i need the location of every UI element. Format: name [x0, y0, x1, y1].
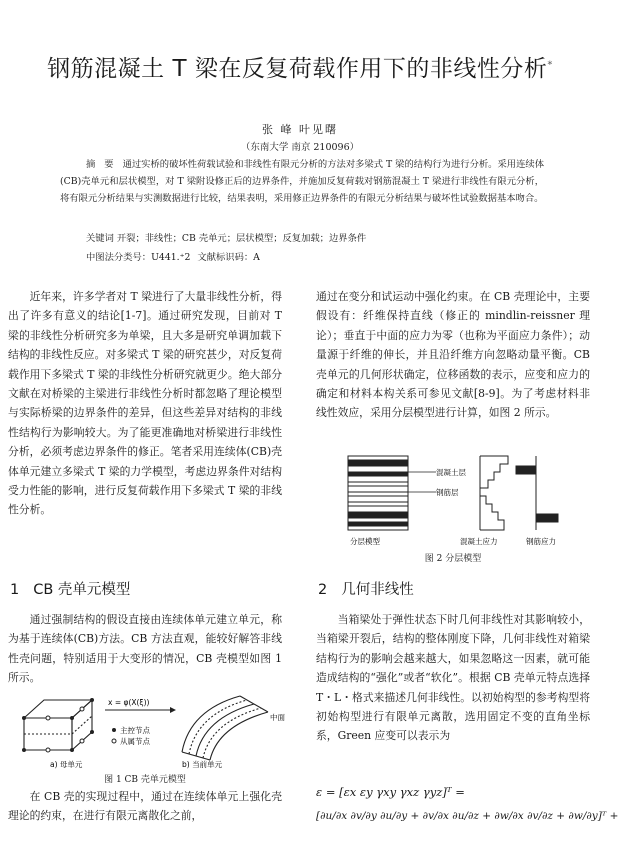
section-1-body [8, 610, 282, 688]
paper-title: 钢筋混凝土 T 梁在反复荷载作用下的非线性分析* [47, 56, 553, 82]
abstract-label: 摘 要 [86, 159, 117, 170]
section-2-paragraph: 当箱梁处于弹性状态下时几何非线性对其影响较小，当箱梁开裂后，结构的整体刚度下降，几何非线性对箱梁结构行为的影响会越来越大，如果忽略这一因素，就可能造成结构的“强化”或者“软化”。根据 CB 壳单元特点选择 T・L・格式来描述几何非线性。以初始构型的参考构型将初始构型进行有限单元离散，选用固定不变的直角坐标系，Green 应变可以表示为 [316, 613, 590, 743]
abstract [60, 156, 544, 207]
right-paragraph-1: 通过在变分和试运动中强化约束。在 CB 壳理论中，主要假设有：纤维保持直线（修正的 mindlin-reissner 理论）；垂直于中面的应力为零（也称为平面应力条件）；动量源于纤维的伸长，并且沿纤维方向忽略动量平衡。CB 壳单元的几何形状确定，位移函数的表示，应变和应力的确定和材料本构关系可参见文献[8-9]。为了考虑材料非线性效应，采用分层模型进行计算，如图 2 所示。 [316, 290, 590, 420]
affiliation: （东南大学 南京 210096） [240, 142, 360, 153]
section-1-paragraph: 通过强制结构的假设直接由连续体单元建立单元，称为基于连续体(CB)方法。CB 方法直观，能较好解答非线性壳问题，特别适用于大变形的情况，CB 壳模型如图 1 所示。 [8, 613, 282, 685]
layered-model [348, 456, 408, 530]
equation-1: ε = [εx εy γxy γxz γyz]ᵀ = [316, 785, 465, 799]
concrete-stress-label: 混凝土应力 [460, 537, 498, 546]
abstract-text: 通过实桥的破坏性荷载试验和非线性有限元分析的方法对多梁式 T 梁的结构行为进行分析。采用连续体(CB)壳单元和层状模型，对 T 梁附设修正后的边界条件，并施加反复荷载对钢筋混凝土 T 梁进行非线性有限元分析，将有限元分析结果与实测数据进行比较，结果表明，采用修正边界条件的有限元分析结果与破坏性试验数据基本吻合。 [60, 159, 544, 204]
steel-stress-label: 钢筋应力 [526, 537, 556, 546]
current-element-shell [182, 696, 268, 760]
steel-stress-profile [516, 456, 558, 530]
left-tail-paragraph: 在 CB 壳的实现过程中，通过在连续体单元上强化壳理论的约束，在进行有限元离散化之前， [8, 790, 282, 823]
master-nodes [22, 698, 94, 752]
equation-2: [∂u/∂x ∂v/∂y ∂u/∂y + ∂v/∂x ∂u/∂z + ∂w/∂x ∂v/∂z + ∂w/∂y]ᵀ + [316, 810, 618, 822]
section-1-heading [10, 578, 130, 599]
concrete-layer-label: 混凝土层 [436, 468, 466, 477]
right-para-1 [316, 287, 590, 423]
left-intro [8, 287, 282, 520]
layer-model-label: 分层模型 [350, 537, 380, 546]
left-tail [8, 787, 282, 826]
figure-2 [340, 452, 580, 548]
mid-surface-label: 中面 [270, 713, 285, 722]
parent-element-label: a) 母单元 [50, 760, 83, 769]
section-1-number: 1 [10, 582, 20, 598]
master-node-label: 主控节点 [120, 726, 150, 735]
figure-2-caption: 图 2 分层模型 [424, 554, 482, 564]
figure-1-caption: 图 1 CB 壳单元模型 [104, 775, 186, 785]
section-2-heading [318, 578, 414, 599]
title-footnote-mark: * [547, 59, 553, 71]
slave-nodes [46, 707, 84, 752]
concrete-stress-profile [480, 456, 508, 530]
intro-paragraph: 近年来，许多学者对 T 梁进行了大量非线性分析，得出了许多有意义的结论[1-7]。通过研究发现，目前对 T 梁的非线性分析研究多为单梁，且大多是研究单调加载下结构的非线性反应。对多梁式 T 梁的研究甚少，对反复荷载作用下多梁式 T 梁的非线性分析研究就更少。绝大部分文献在对桥梁的主梁进行非线性分析时都忽略了理论模型与实际桥梁的边界条件的差异，但这些差异对结构的非线性结构行为影响较大。为了能更准确地对桥梁进行非线性分析，必须考虑边界条件的修正。笔者采用连续体(CB)壳体单元建立多梁式 T 梁的力学模型，考虑边界条件对结构受力性能的影响，进行反复荷载作用下多梁式 T 梁的非线性分析。 [8, 290, 282, 517]
figure-1 [10, 690, 285, 770]
steel-layer-label: 钢筋层 [436, 488, 459, 497]
authors: 张 峰 叶见曙 [262, 123, 338, 136]
current-element-label: b) 当前单元 [182, 760, 223, 769]
section-1-title: CB 壳单元模型 [33, 582, 131, 598]
section-2-body [316, 610, 590, 746]
mapping-label: x = φ(X(ξ)) [108, 698, 150, 707]
section-2-number: 2 [318, 582, 328, 598]
classification: 中图法分类号：U441.⁺2 文献标识码：A [86, 252, 260, 263]
slave-node-label: 从属节点 [120, 737, 150, 746]
section-2-title: 几何非线性 [341, 582, 414, 598]
keywords: 关键词 开裂；非线性；CB 壳单元；层状模型；反复加载；边界条件 [86, 233, 367, 244]
